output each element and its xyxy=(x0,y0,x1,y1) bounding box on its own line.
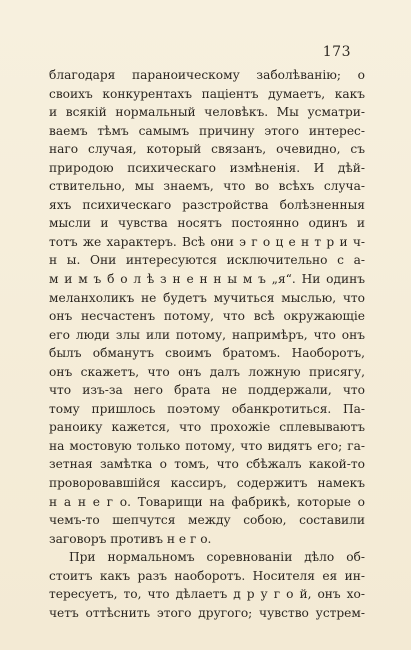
text-line: тому пришлось поэтому обанкротиться. Па- xyxy=(49,401,365,416)
text-line: природою психическаго измѣненія. И дѣй- xyxy=(49,160,365,175)
text-line: н а н е г о. Товарищи на фабрикѣ, которые о xyxy=(49,494,365,509)
text-line: зетная замѣтка о томъ, что сбѣжалъ какой-то xyxy=(49,457,365,472)
text-line: онъ скажетъ, что онъ далъ ложную присягу, xyxy=(49,364,365,379)
text-line: и всякій нормальный человѣкъ. Мы усматри- xyxy=(49,105,365,120)
text-line: на мостовую только потому, что видятъ его; га- xyxy=(49,438,365,453)
text-line: онъ несчастенъ потому, что всѣ окружающіе xyxy=(49,309,365,324)
body-text xyxy=(49,66,365,622)
text-line: четъ оттѣснить этого другого; чувство устрем- xyxy=(49,605,365,620)
text-line: заговоръ противъ н е г о. xyxy=(49,531,212,546)
text-line: былъ обманутъ своимъ братомъ. Наоборотъ, xyxy=(49,346,365,361)
text-line: ствительно, мы знаемъ, что во всѣхъ случа- xyxy=(49,179,365,194)
page-number: 173 xyxy=(322,44,351,60)
text-line: меланхоликъ не будетъ мучиться мыслью, что xyxy=(49,290,365,305)
text-line: мысли и чувства носятъ постоянно одинъ и xyxy=(49,216,365,231)
text-line: яхъ психическаго разстройства болѣзненныя xyxy=(49,197,365,212)
text-line: его люди злы или потому, напримѣръ, что онъ xyxy=(49,327,365,342)
text-line: м и м ъ б о л ѣ з н е н н ы м ъ „я“. Ни одинъ xyxy=(49,272,365,287)
text-line: ваемъ тѣмъ самымъ причину этого интерес- xyxy=(49,123,365,138)
text-line: н ы. Они интересуются исключительно с а- xyxy=(49,253,365,268)
text-line: При нормальномъ соревнованіи дѣло об- xyxy=(69,550,365,565)
text-line: чемъ-то шепчутся между собою, составили xyxy=(49,513,365,528)
text-line: тересуетъ, то, что дѣлаетъ д р у г о й, онъ хо- xyxy=(49,587,365,602)
text-line: благодаря параноическому заболѣванію; о xyxy=(49,68,365,82)
text-line: тотъ же характеръ. Всѣ они э г о ц е н т р и ч- xyxy=(49,234,365,249)
text-line: стоитъ какъ разъ наоборотъ. Носителя ея ин- xyxy=(49,568,365,583)
text-line: раноику кажется, что прохожіе сплевываютъ xyxy=(49,420,365,435)
text-line: наго случая, который связанъ, очевидно, съ xyxy=(49,142,365,157)
text-line: проворовавшійся кассиръ, содержитъ намекъ xyxy=(49,476,365,491)
text-line: что изъ-за него брата не поддержали, что xyxy=(49,383,365,398)
text-line: своихъ конкурентахъ паціентъ думаетъ, какъ xyxy=(49,86,365,101)
